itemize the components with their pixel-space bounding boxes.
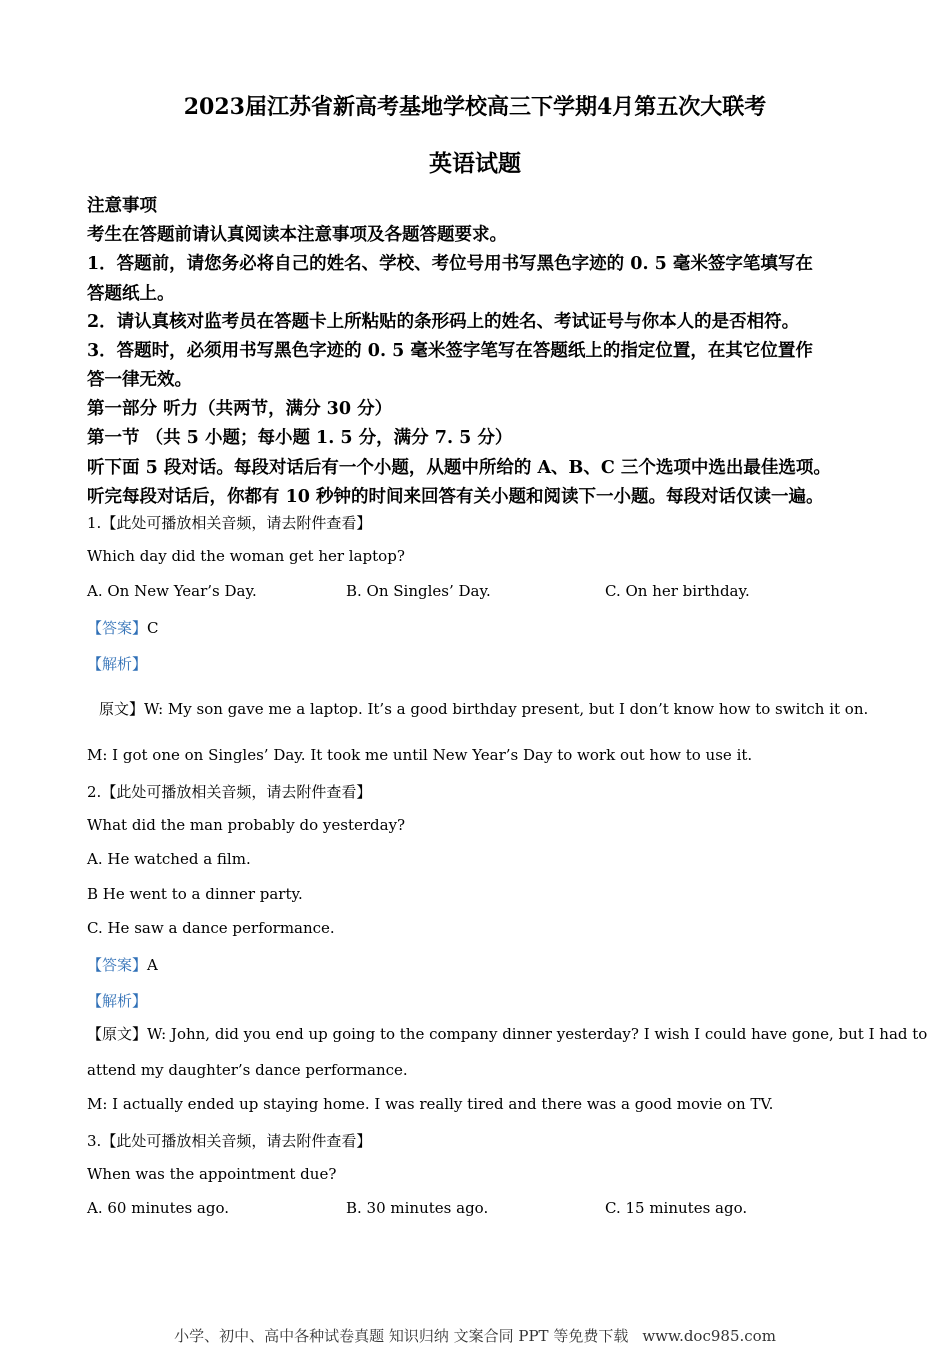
footer-description: 小学、初中、高中各种试卷真题 知识归纳 文案合同 PPT 等免费下载 <box>174 1327 629 1345</box>
question-1-answer <box>87 617 159 638</box>
notice-item-1: 1．答题前，请您务必将自己的姓名、学校、考位号用书写黑色字迹的 0. 5 毫米签字笔填写在 <box>87 254 813 274</box>
section-instruction-2: 听完每段对话后，你都有 10 秒钟的时间来回答有关小题和阅读下一小题。每段对话仅读一遍。 <box>87 487 824 507</box>
question-2-option-c: C. He saw a dance performance. <box>87 919 335 937</box>
question-3-number: 3. <box>87 1132 102 1150</box>
question-1-number: 1. <box>87 514 102 532</box>
audio-placeholder: 【此处可播放相关音频，请去附件查看】 <box>101 1132 372 1150</box>
question-2-transcript-line-1: 【原文】W: John, did you end up going to the company dinner yesterday? I wish I could have gone, but I had to <box>87 1025 928 1043</box>
answer-value: A <box>147 956 158 974</box>
question-3-option-b: B. 30 minutes ago. <box>346 1199 489 1217</box>
page-title: 2023届江苏省新高考基地学校高三下学期4月第五次大联考 <box>183 94 767 120</box>
question-2-transcript-line-3: M: I actually ended up staying home. I was really tired and there was a good movie on TV. <box>87 1095 774 1113</box>
notice-intro: 考生在答题前请认真阅读本注意事项及各题答题要求。 <box>87 225 507 245</box>
answer-value: C <box>147 619 159 637</box>
question-1-transcript-line-2: M: I got one on Singles’ Day. It took me until New Year’s Day to work out how to use it. <box>87 746 753 764</box>
question-1-option-a: A. On New Year’s Day. <box>87 582 257 600</box>
question-1-text: Which day did the woman get her laptop? <box>87 547 405 565</box>
question-1-option-b: B. On Singles’ Day. <box>346 582 491 600</box>
page-footer <box>0 1325 950 1346</box>
question-3-option-c: C. 15 minutes ago. <box>605 1199 748 1217</box>
question-2-option-b: B He went to a dinner party. <box>87 885 303 903</box>
question-2-analysis-label: 【解析】 <box>87 992 148 1010</box>
audio-placeholder: 【此处可播放相关音频，请去附件查看】 <box>101 514 372 532</box>
page-subtitle: 英语试题 <box>429 150 521 177</box>
section-sub: 第一节 （共 5 小题；每小题 1. 5 分，满分 7. 5 分） <box>87 428 513 448</box>
answer-label: 【答案】 <box>87 619 148 637</box>
notice-item-1-cont: 答题纸上。 <box>87 284 175 304</box>
question-2-transcript-line-2: attend my daughter’s dance performance. <box>87 1061 408 1079</box>
question-3-text: When was the appointment due? <box>87 1165 337 1183</box>
question-1-audio[interactable] <box>87 512 371 533</box>
notice-item-3: 3．答题时，必须用书写黑色字迹的 0. 5 毫米签字笔写在答题纸上的指定位置，在其它位置作 <box>87 341 813 361</box>
notice-heading: 注意事项 <box>87 196 157 216</box>
question-3-audio[interactable] <box>87 1130 371 1151</box>
question-1-option-c: C. On her birthday. <box>605 582 750 600</box>
notice-item-3-cont: 答一律无效。 <box>87 370 192 390</box>
question-2-number: 2. <box>87 783 102 801</box>
question-3-option-a: A. 60 minutes ago. <box>87 1199 230 1217</box>
question-1-analysis-label: 【解析】 <box>87 655 148 673</box>
question-1-transcript-line-1: 原文】W: My son gave me a laptop. It’s a good birthday present, but I don’t know how to switch it on. <box>99 700 869 718</box>
audio-placeholder: 【此处可播放相关音频，请去附件查看】 <box>101 783 372 801</box>
question-2-option-a: A. He watched a film. <box>87 850 251 868</box>
section-part: 第一部分 听力（共两节，满分 30 分） <box>87 399 393 419</box>
question-2-text: What did the man probably do yesterday? <box>87 816 406 834</box>
footer-website-link[interactable]: www.doc985.com <box>642 1327 776 1345</box>
section-instruction-1: 听下面 5 段对话。每段对话后有一个小题，从题中所给的 A、B、C 三个选项中选出最佳选项。 <box>87 458 831 478</box>
question-2-answer <box>87 954 158 975</box>
answer-label: 【答案】 <box>87 956 148 974</box>
notice-item-2: 2．请认真核对监考员在答题卡上所粘贴的条形码上的姓名、考试证号与你本人的是否相符。 <box>87 312 800 332</box>
question-2-audio[interactable] <box>87 781 371 802</box>
